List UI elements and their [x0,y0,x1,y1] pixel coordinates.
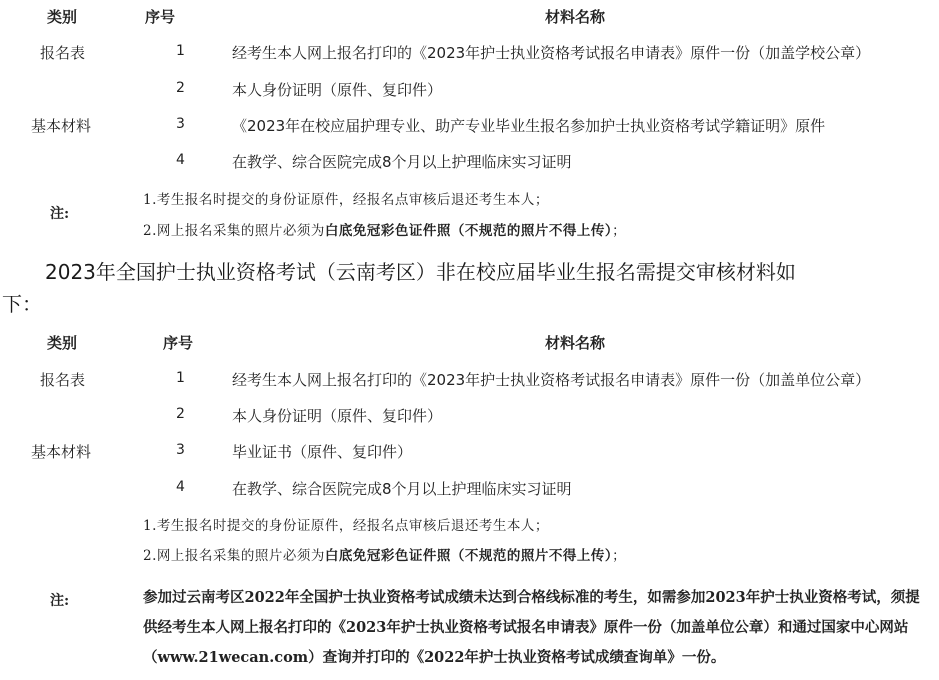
table1-note-label: 注: [50,206,70,222]
table2-header-material: 材料名称 [545,334,606,352]
table1-row2-material: 本人身份证明（原件、复印件） [232,81,443,99]
table1-row1-category: 报名表 [40,44,86,62]
table2-row2-material: 本人身份证明（原件、复印件） [232,407,443,425]
table2-header-seq: 序号 [163,334,194,352]
table1-row1-material: 经考生本人网上报名打印的《2023年护士执业资格考试报名申请表》原件一份（加盖学校公章） [232,44,871,62]
table1-header-category: 类别 [47,8,78,26]
table1-row3-seq: 3 [176,116,185,132]
table1-header-material: 材料名称 [545,8,606,26]
section-heading-line1: 2023年全国护士执业资格考试（云南考区）非在校应届毕业生报名需提交审核材料如 [45,260,796,284]
table2-row1-material: 经考生本人网上报名打印的《2023年护士执业资格考试报名申请表》原件一份（加盖单位公章） [232,371,871,389]
table2-row3-material: 毕业证书（原件、复印件） [232,443,413,461]
section-heading-line2: 下： [2,292,42,316]
table2-row4-material: 在教学、综合医院完成8个月以上护理临床实习证明 [232,480,572,498]
table1-row4-material: 在教学、综合医院完成8个月以上护理临床实习证明 [232,153,572,171]
table2-note-1: 1.考生报名时提交的身份证原件，经报名点审核后退还考生本人； [143,518,549,534]
table1-row1-seq: 1 [176,43,185,59]
table2-extra-note: 参加过云南考区2022年全国护士执业资格考试成绩未达到合格线标准的考生，如需参加2023年护士执业资格考试，须提供经考生本人网上报名打印的《2023年护士执业资格考试报名申请表》原件一份（加盖单位公章）和通过国家中心网站（www.21wecan.com）查询并打印的《2022年护士执业资格考试成绩查询单》一份。 [143,589,920,666]
table2-row1-seq: 1 [176,370,185,386]
table1-header-seq: 序号 [145,8,176,26]
table1-row3-material: 《2023年在校应届护理专业、助产专业毕业生报名参加护士执业资格考试学籍证明》原件 [232,117,826,135]
table2-row3-category: 基本材料 [31,443,92,461]
table2-row2-seq: 2 [176,406,185,422]
table1-row2-seq: 2 [176,80,185,96]
table2-note-2: 2.网上报名采集的照片必须为白底免冠彩色证件照（不规范的照片不得上传）； [143,548,627,564]
table2-row4-seq: 4 [176,479,185,495]
table2-row3-seq: 3 [176,442,185,458]
table1-row3-category: 基本材料 [31,117,92,135]
table2-note-label: 注: [50,593,70,609]
table1-row4-seq: 4 [176,152,185,168]
table1-note-2: 2.网上报名采集的照片必须为白底免冠彩色证件照（不规范的照片不得上传）； [143,223,627,239]
table1-note-1: 1.考生报名时提交的身份证原件，经报名点审核后退还考生本人； [143,192,549,208]
table2-row1-category: 报名表 [40,371,86,389]
table2-header-category: 类别 [47,334,78,352]
